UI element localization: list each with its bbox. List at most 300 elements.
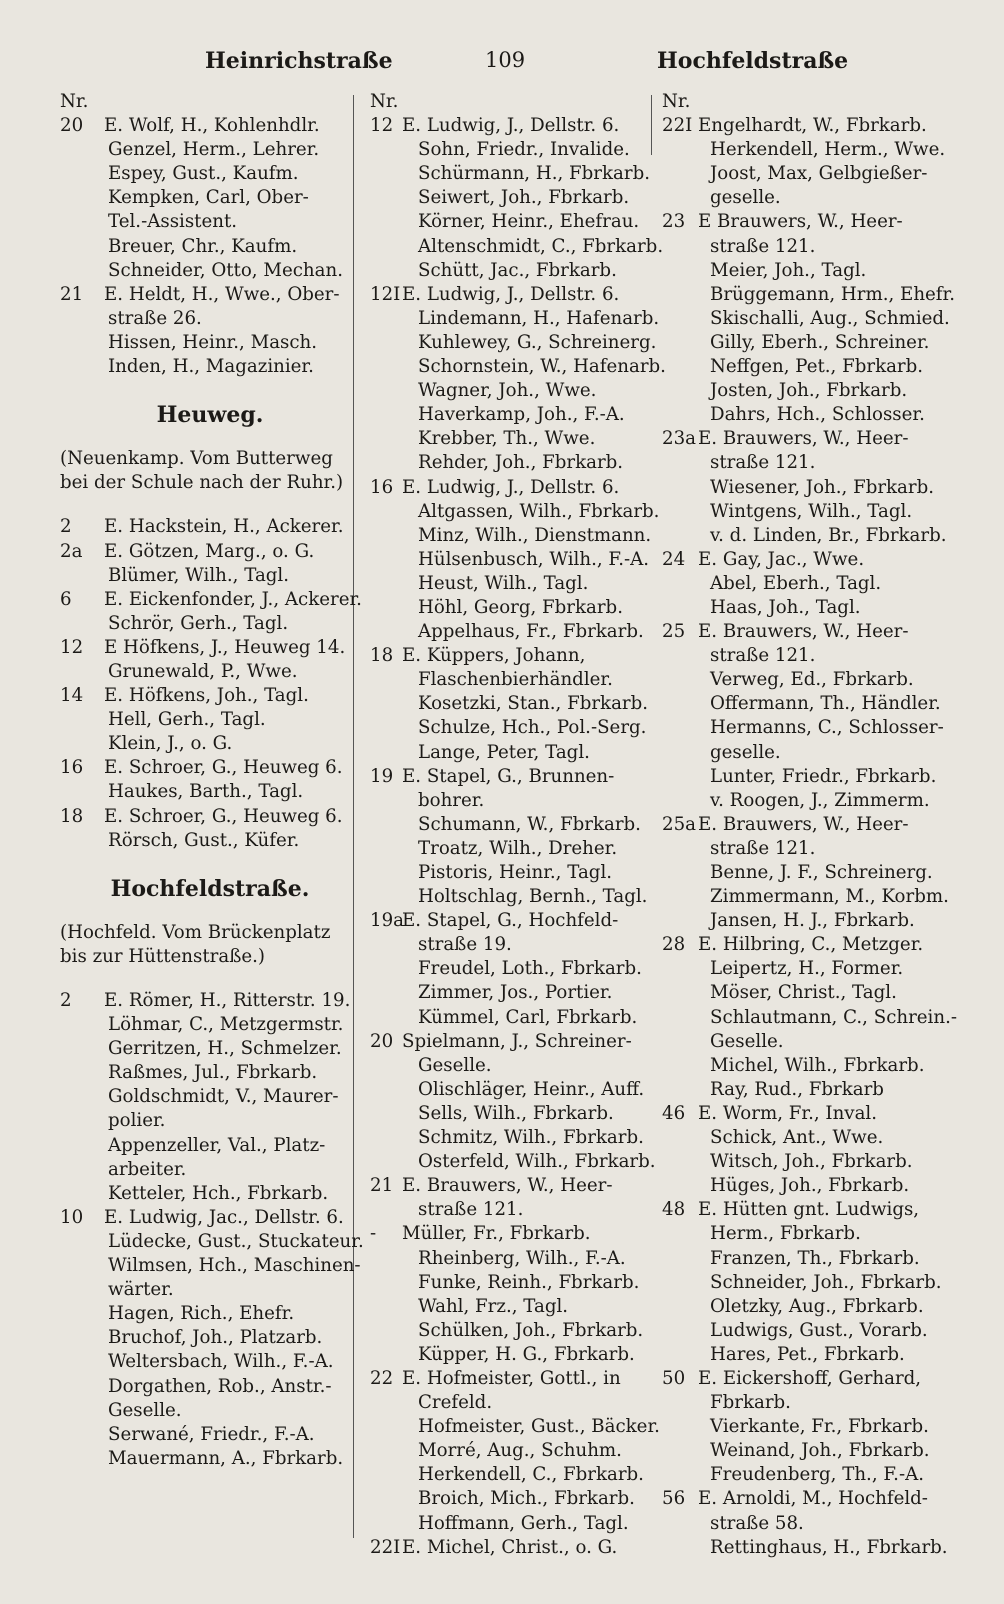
entry-line xyxy=(60,210,360,234)
nr-label: Nr. xyxy=(370,91,399,112)
entry-text: Dahrs, Hch., Schlosser. xyxy=(710,404,925,426)
entry-text: straße 121. xyxy=(418,1199,524,1221)
entry-text: Weltersbach, Wilh., F.-A. xyxy=(108,1351,334,1373)
entry-line xyxy=(60,162,360,186)
entry-line xyxy=(662,1054,967,1078)
house-number: 12 xyxy=(370,115,394,137)
entry-text: Mauermann, A., Fbrkarb. xyxy=(108,1447,344,1469)
entry-line xyxy=(662,331,967,355)
entry-line xyxy=(370,1054,660,1078)
entry-text: geselle. xyxy=(710,741,781,763)
entry-text: E. Eickenfonder, J., Ackerer. xyxy=(104,588,362,610)
entry-line xyxy=(370,138,660,162)
street-description: (Hochfeld. Vom Brückenplatz bis zur Hüttenstraße.) xyxy=(60,921,331,967)
entry-text: Troatz, Wilh., Dreher. xyxy=(418,837,618,859)
entry-text: E. Ludwig, Jac., Dellstr. 6. xyxy=(104,1206,344,1228)
entry-line xyxy=(662,981,967,1005)
entry-line xyxy=(662,1391,967,1415)
entry-text: Lindemann, H., Hafenarb. xyxy=(418,307,660,329)
entry-line xyxy=(60,1350,360,1374)
entry-text: Genzel, Herm., Lehrer. xyxy=(108,139,320,161)
entry-line xyxy=(662,548,967,572)
entry-line xyxy=(662,1174,967,1198)
entry-text: E. Gay, Jac., Wwe. xyxy=(698,548,865,570)
entry-text: Goldschmidt, V., Maurer- xyxy=(108,1086,339,1108)
house-number: 23 xyxy=(662,211,686,233)
house-number: 16 xyxy=(60,757,84,779)
entry-text: Freudenberg, Th., F.-A. xyxy=(710,1464,925,1486)
entry-line xyxy=(370,957,660,981)
entry-line xyxy=(60,307,360,331)
entry-text: Wintgens, Wilh., Tagl. xyxy=(710,500,913,522)
entry-text: Lüdecke, Gust., Stuckateur. xyxy=(108,1230,364,1252)
entry-line xyxy=(662,644,967,668)
entry-line xyxy=(370,1247,660,1271)
entry-text: Hares, Pet., Fbrkarb. xyxy=(710,1343,905,1365)
entry-text: Seiwert, Joh., Fbrkarb. xyxy=(418,187,630,209)
entry-line xyxy=(60,1158,360,1182)
entry-text: Haverkamp, Joh., F.-A. xyxy=(418,404,625,426)
entry-text: v. d. Linden, Br., Fbrkarb. xyxy=(710,524,947,546)
entry-line xyxy=(370,331,660,355)
house-number: 2 xyxy=(60,990,72,1011)
house-number: 23a xyxy=(662,428,696,450)
entry-line xyxy=(370,909,660,933)
entry-text: Crefeld. xyxy=(418,1392,493,1414)
entry-text: Ray, Rud., Fbrkarb xyxy=(710,1078,884,1100)
entry-text: Schneider, Otto, Mechan. xyxy=(108,259,343,281)
entry-text: Körner, Heinr., Ehefrau. xyxy=(418,211,640,233)
entry-line xyxy=(370,186,660,210)
entry-line xyxy=(60,355,360,379)
entry-line xyxy=(60,138,360,162)
entry-text: Morré, Aug., Schuhm. xyxy=(418,1440,622,1462)
entry-line xyxy=(370,1078,660,1102)
entry-line xyxy=(370,716,660,740)
entry-line xyxy=(370,548,660,572)
house-number: 19 xyxy=(370,765,394,787)
entry-line xyxy=(662,1463,967,1487)
entry-text: Wagner, Joh., Wwe. xyxy=(418,380,597,402)
entry-text: Leipertz, H., Former. xyxy=(710,958,904,980)
entry-text: E. Stapel, G., Hochfeld- xyxy=(402,910,619,932)
entry-text: Hoffmann, Gerh., Tagl. xyxy=(418,1512,629,1534)
entry-text: Haukes, Barth., Tagl. xyxy=(108,781,304,803)
entry-line xyxy=(662,500,967,524)
entry-line xyxy=(662,692,967,716)
entry-line xyxy=(60,186,360,210)
entry-text: Müller, Fr., Fbrkarb. xyxy=(402,1223,591,1245)
entry-text: Inden, H., Magazinier. xyxy=(108,356,314,378)
house-number: 18 xyxy=(370,645,394,667)
entry-line xyxy=(370,1102,660,1126)
entry-text: Lunter, Friedr., Fbrkarb. xyxy=(710,765,937,787)
entry-line xyxy=(60,1037,360,1061)
entry-text: E. Hackstein, H., Ackerer. xyxy=(104,516,344,538)
entry-line xyxy=(60,732,360,756)
entry-line xyxy=(370,572,660,596)
entry-line xyxy=(60,564,360,588)
entry-list xyxy=(60,515,360,852)
entry-text: E. Ludwig, J., Dellstr. 6. xyxy=(402,283,620,305)
entry-text: Geselle. xyxy=(108,1399,182,1421)
entry-line xyxy=(370,1415,660,1439)
entry-text: E. Höfkens, Joh., Tagl. xyxy=(104,685,309,707)
entry-line xyxy=(662,620,967,644)
entry-line xyxy=(370,1150,660,1174)
entry-text: Blümer, Wilh., Tagl. xyxy=(108,564,290,586)
entry-line xyxy=(662,596,967,620)
entry-line xyxy=(662,1343,967,1367)
entry-text: Herkendell, Herm., Wwe. xyxy=(710,139,946,161)
entry-text: Gerritzen, H., Schmelzer. xyxy=(108,1038,342,1060)
entry-line xyxy=(662,572,967,596)
entry-line xyxy=(662,1078,967,1102)
entry-text: Schürmann, H., Fbrkarb. xyxy=(418,163,650,185)
entry-line xyxy=(60,612,360,636)
entry-line xyxy=(662,1102,967,1126)
entry-text: Schütt, Jac., Fbrkarb. xyxy=(418,259,617,281)
entry-line xyxy=(370,427,660,451)
entry-text: E. Hofmeister, Gottl., in xyxy=(402,1367,621,1389)
entry-text: E. Hilbring, C., Metzger. xyxy=(698,934,924,956)
entry-text: Verweg, Ed., Fbrkarb. xyxy=(710,669,914,691)
entry-text: Höhl, Georg, Fbrkarb. xyxy=(418,596,623,618)
entry-text: wärter. xyxy=(108,1279,174,1301)
entry-line xyxy=(662,186,967,210)
page-number: 109 xyxy=(485,48,526,72)
entry-line xyxy=(662,1222,967,1246)
entry-text: Rehder, Joh., Fbrkarb. xyxy=(418,452,624,474)
entry-text: Küpper, H. G., Fbrkarb. xyxy=(418,1343,635,1365)
entry-text: Brüggemann, Hrm., Ehefr. xyxy=(710,283,956,305)
entry-text: Kümmel, Carl, Fbrkarb. xyxy=(418,1006,638,1028)
entry-line xyxy=(60,636,360,660)
entry-text: Schneider, Joh., Fbrkarb. xyxy=(710,1271,942,1293)
entry-line xyxy=(60,588,360,612)
entry-text: Neffgen, Pet., Fbrkarb. xyxy=(710,356,924,378)
house-number: 21 xyxy=(370,1175,394,1197)
entry-line xyxy=(60,989,360,1013)
entry-text: Michel, Wilh., Fbrkarb. xyxy=(710,1054,925,1076)
entry-line xyxy=(370,1222,660,1246)
entry-text: Benne, J. F., Schreinerg. xyxy=(710,862,933,883)
entry-text: E. Ludwig, J., Dellstr. 6. xyxy=(402,476,620,498)
column-3 xyxy=(662,90,967,1560)
entry-text: Hagen, Rich., Ehefr. xyxy=(108,1303,295,1325)
entry-text: Schülken, Joh., Fbrkarb. xyxy=(418,1319,644,1341)
entry-line xyxy=(662,355,967,379)
entry-line xyxy=(60,331,360,355)
entry-text: Ludwigs, Gust., Vorarb. xyxy=(710,1319,928,1341)
entry-line xyxy=(370,741,660,765)
entry-text: E. Brauwers, W., Heer- xyxy=(402,1175,613,1197)
entry-text: straße 121. xyxy=(710,837,816,859)
entry-line xyxy=(662,1247,967,1271)
entry-text: arbeiter. xyxy=(108,1158,187,1180)
house-number: - xyxy=(370,1223,377,1245)
entry-text: Jansen, H. J., Fbrkarb. xyxy=(710,910,915,932)
house-number: 22 xyxy=(370,1367,394,1389)
entry-text: Witsch, Joh., Fbrkarb. xyxy=(710,1151,913,1173)
entry-line xyxy=(662,307,967,331)
entry-line xyxy=(370,837,660,861)
entry-text: Schrör, Gerh., Tagl. xyxy=(108,612,289,634)
entry-line xyxy=(60,1447,360,1471)
entry-line xyxy=(370,259,660,283)
entry-line xyxy=(662,427,967,451)
house-number: 18 xyxy=(60,805,84,827)
entry-text: Osterfeld, Wilh., Fbrkarb. xyxy=(418,1151,656,1173)
entry-line xyxy=(662,837,967,861)
entry-line xyxy=(662,933,967,957)
entry-line xyxy=(60,708,360,732)
entry-text: E. Heldt, H., Wwe., Ober- xyxy=(104,283,340,305)
entry-line xyxy=(370,933,660,957)
entry-line xyxy=(370,355,666,379)
entry-line xyxy=(370,476,660,500)
entry-line xyxy=(60,1013,360,1037)
entry-line xyxy=(662,524,967,548)
entry-line xyxy=(662,668,967,692)
entry-text: Wiesener, Joh., Fbrkarb. xyxy=(710,476,935,498)
entry-text: Rörsch, Gust., Küfer. xyxy=(108,829,300,851)
entry-line xyxy=(370,596,660,620)
entry-text: Kempken, Carl, Ober- xyxy=(108,187,309,209)
entry-line xyxy=(60,756,360,780)
entry-line xyxy=(662,1439,967,1463)
entry-text: Abel, Eberh., Tagl. xyxy=(710,572,882,594)
entry-line xyxy=(370,379,660,403)
entry-text: Raßmes, Jul., Fbrkarb. xyxy=(108,1062,318,1084)
entry-text: bohrer. xyxy=(418,789,485,811)
entry-line xyxy=(60,1061,360,1085)
entry-text: E. Schroer, G., Heuweg 6. xyxy=(104,757,343,779)
entry-text: Zimmermann, M., Korbm. xyxy=(710,886,949,908)
entry-text: Weinand, Joh., Fbrkarb. xyxy=(710,1440,930,1462)
entry-line xyxy=(370,885,660,909)
entry-text: v. Roogen, J., Zimmerm. xyxy=(710,789,930,811)
entry-line xyxy=(662,210,967,234)
entry-line xyxy=(370,500,660,524)
running-header-right: Hochfeldstraße xyxy=(657,48,849,74)
column-2 xyxy=(370,90,666,1560)
entry-line xyxy=(60,805,360,829)
entry-line xyxy=(662,1271,967,1295)
entry-line xyxy=(662,716,967,740)
entry-text: Espey, Gust., Kaufm. xyxy=(108,163,299,185)
entry-text: Heust, Wilh., Tagl. xyxy=(418,572,589,594)
entry-text: straße 121. xyxy=(710,645,816,667)
entry-line xyxy=(370,1487,660,1511)
entry-text: Spielmann, J., Schreiner- xyxy=(402,1030,632,1052)
entry-line xyxy=(662,114,967,138)
entry-line xyxy=(662,957,967,981)
entry-text: E. Eickershoff, Gerhard, xyxy=(698,1367,922,1389)
house-number: 2a xyxy=(60,540,83,562)
entry-line xyxy=(60,684,360,708)
entry-line xyxy=(60,114,360,138)
entry-line xyxy=(370,114,660,138)
entry-line xyxy=(60,259,360,283)
entry-line xyxy=(662,1512,967,1536)
entry-line xyxy=(662,1487,967,1511)
entry-line xyxy=(662,1150,967,1174)
entry-text: Hermanns, C., Schlosser- xyxy=(710,717,944,739)
house-number: 48 xyxy=(662,1199,686,1221)
house-number: 21 xyxy=(60,283,84,305)
entry-line xyxy=(662,1198,967,1222)
entry-text: E. Wolf, H., Kohlenhdlr. xyxy=(104,115,320,137)
entry-line xyxy=(662,1367,967,1391)
entry-line xyxy=(662,813,967,837)
entry-text: Klein, J., o. G. xyxy=(108,733,233,755)
entry-text: Sohn, Friedr., Invalide. xyxy=(418,139,630,161)
entry-text: Olischläger, Heinr., Auff. xyxy=(418,1078,645,1100)
entry-text: Vierkante, Fr., Fbrkarb. xyxy=(710,1416,929,1438)
house-number: 50 xyxy=(662,1367,686,1389)
entry-text: Rettinghaus, H., Fbrkarb. xyxy=(710,1536,948,1558)
entry-text: Geselle. xyxy=(418,1054,492,1076)
entry-list xyxy=(60,114,360,379)
entry-text: Wilmsen, Hch., Maschinen- xyxy=(108,1255,361,1277)
entry-line xyxy=(370,1030,660,1054)
entry-line xyxy=(60,540,360,564)
house-number: 6 xyxy=(60,588,72,610)
entry-line xyxy=(60,1109,360,1133)
entry-line xyxy=(370,1463,660,1487)
entry-line xyxy=(662,861,967,885)
entry-line xyxy=(662,765,967,789)
entry-text: Wahl, Frz., Tagl. xyxy=(418,1295,569,1317)
entry-line xyxy=(370,235,664,259)
entry-text: Schulze, Hch., Pol.-Serg. xyxy=(418,717,647,739)
entry-line xyxy=(60,1230,364,1254)
entry-text: Hell, Gerh., Tagl. xyxy=(108,709,266,731)
entry-text: Josten, Joh., Fbrkarb. xyxy=(710,380,908,402)
entry-line xyxy=(370,1343,660,1367)
entry-line xyxy=(370,1439,660,1463)
house-number: 22I xyxy=(662,115,693,137)
entry-line xyxy=(662,1126,967,1150)
entry-text: E. Brauwers, W., Heer- xyxy=(698,813,909,835)
entry-text: Oletzky, Aug., Fbrkarb. xyxy=(710,1295,924,1317)
entry-text: geselle. xyxy=(710,187,781,209)
entry-text: straße 121. xyxy=(710,235,816,257)
nr-label: Nr. xyxy=(662,91,691,112)
entry-text: Tel.-Assistent. xyxy=(108,211,238,233)
entry-line xyxy=(370,451,660,475)
entry-text: Sells, Wilh., Fbrkarb. xyxy=(418,1102,614,1124)
entry-line xyxy=(370,1198,660,1222)
entry-text: Hissen, Heinr., Masch. xyxy=(108,331,318,353)
entry-text: Serwané, Friedr., F.-A. xyxy=(108,1423,315,1445)
entry-text: Zimmer, Jos., Portier. xyxy=(418,982,613,1004)
entry-text: E. Michel, Christ., o. G. xyxy=(402,1536,618,1558)
entry-line xyxy=(60,829,360,853)
entry-text: Herm., Fbrkarb. xyxy=(710,1223,861,1245)
entry-line xyxy=(662,403,967,427)
house-number: 2 xyxy=(60,516,72,538)
nr-label: Nr. xyxy=(60,91,89,112)
entry-line xyxy=(662,235,967,259)
entry-text: E. Römer, H., Ritterstr. 19. xyxy=(104,990,351,1011)
entry-text: E. Götzen, Marg., o. G. xyxy=(104,540,315,562)
entry-text: Pistoris, Heinr., Tagl. xyxy=(418,862,613,883)
column-1 xyxy=(60,90,364,1471)
house-number: 46 xyxy=(662,1102,686,1124)
entry-text: Fbrkarb. xyxy=(710,1392,791,1414)
entry-line xyxy=(370,1006,660,1030)
entry-text: Löhmar, C., Metzgermstr. xyxy=(108,1014,344,1036)
entry-line xyxy=(60,1254,360,1278)
entry-line xyxy=(662,741,967,765)
house-number: 20 xyxy=(370,1030,394,1052)
street-title: Heuweg. xyxy=(156,402,264,429)
entry-list xyxy=(60,989,364,1471)
entry-text: Hofmeister, Gust., Bäcker. xyxy=(418,1416,660,1438)
entry-line xyxy=(662,1030,967,1054)
entry-line xyxy=(370,162,660,186)
entry-line xyxy=(370,1391,660,1415)
entry-line xyxy=(662,1415,967,1439)
entry-line xyxy=(370,1319,660,1343)
house-number: 22I xyxy=(370,1536,401,1558)
entry-line xyxy=(60,1182,360,1206)
street-title: Hochfeldstraße. xyxy=(110,875,310,902)
entry-line xyxy=(60,1326,360,1350)
entry-text: Franzen, Th., Fbrkarb. xyxy=(710,1247,920,1269)
entry-text: Meier, Joh., Tagl. xyxy=(710,259,867,281)
entry-line xyxy=(370,283,660,307)
entry-text: Schick, Ant., Wwe. xyxy=(710,1127,884,1149)
entry-line xyxy=(60,515,360,539)
entry-line xyxy=(60,780,360,804)
running-header-left: Heinrichstraße xyxy=(205,48,393,74)
entry-line xyxy=(662,789,967,813)
entry-text: Breuer, Chr., Kaufm. xyxy=(108,235,298,257)
house-number: 24 xyxy=(662,548,686,570)
entry-text: Freudel, Loth., Fbrkarb. xyxy=(418,958,642,980)
entry-line xyxy=(662,885,967,909)
entry-line xyxy=(370,1174,660,1198)
entry-text: Haas, Joh., Tagl. xyxy=(710,596,861,618)
entry-text: E. Hütten gnt. Ludwigs, xyxy=(698,1199,920,1221)
entry-line xyxy=(370,210,660,234)
entry-text: Geselle. xyxy=(710,1030,784,1052)
entry-list xyxy=(662,114,967,1560)
entry-line xyxy=(370,765,660,789)
entry-text: E Höfkens, J., Heuweg 14. xyxy=(104,636,346,658)
entry-text: Flaschenbierhändler. xyxy=(418,669,613,691)
entry-text: polier. xyxy=(108,1110,166,1132)
entry-text: Schmitz, Wilh., Fbrkarb. xyxy=(418,1127,644,1149)
entry-line xyxy=(370,668,660,692)
entry-text: Appelhaus, Fr., Fbrkarb. xyxy=(418,621,644,643)
entry-text: Herkendell, C., Fbrkarb. xyxy=(418,1464,644,1486)
entry-text: Ketteler, Hch., Fbrkarb. xyxy=(108,1182,329,1204)
entry-text: Krebber, Th., Wwe. xyxy=(418,428,596,450)
entry-line xyxy=(662,259,967,283)
entry-line xyxy=(662,1006,967,1030)
entry-text: E Brauwers, W., Heer- xyxy=(698,211,903,233)
entry-text: Kuhlewey, G., Schreinerg. xyxy=(418,331,657,353)
entry-text: Altenschmidt, C., Fbrkarb. xyxy=(418,235,664,257)
entry-text: Grunewald, P., Wwe. xyxy=(108,660,298,682)
entry-line xyxy=(370,1367,660,1391)
entry-line xyxy=(662,1536,967,1560)
house-number: 25a xyxy=(662,813,696,835)
